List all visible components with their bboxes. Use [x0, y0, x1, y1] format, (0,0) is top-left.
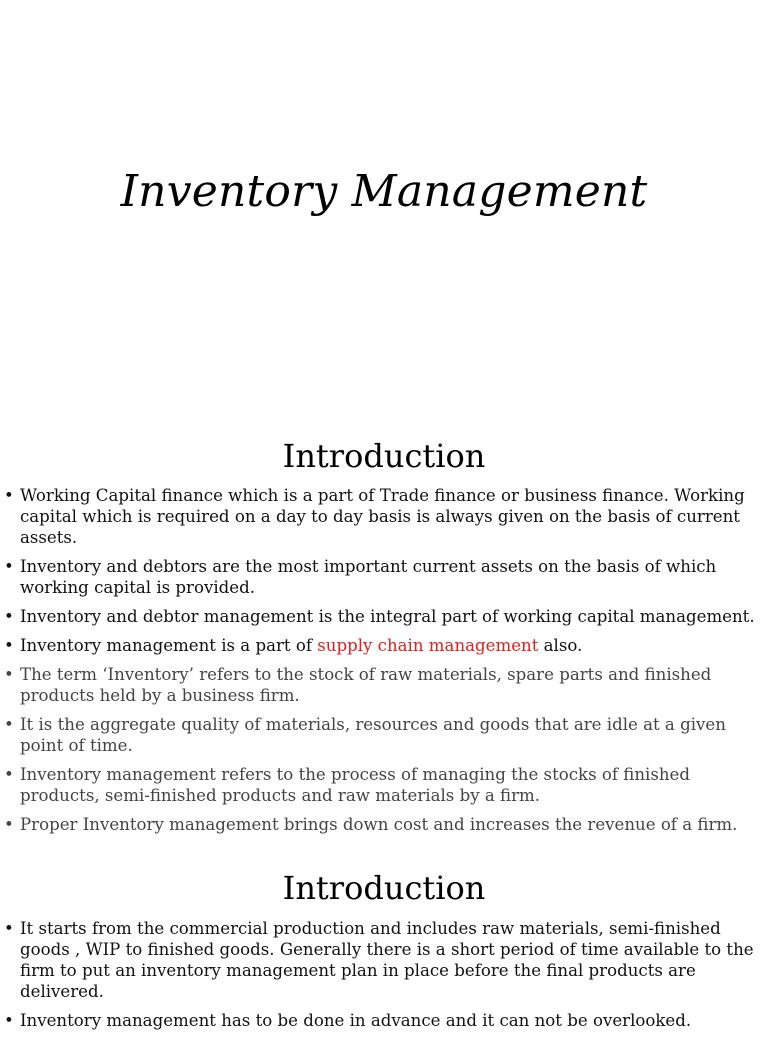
- list-item: • It is the aggregate quality of materials, resources and goods that are idle at a given point of time.: [4, 715, 726, 755]
- bullet-icon: •: [4, 607, 14, 626]
- bullet-icon: •: [4, 919, 14, 938]
- slide2-bullet-list: [0, 485, 762, 843]
- bullet-icon: •: [4, 715, 14, 734]
- list-item: • Inventory and debtors are the most important current assets on the basis of which working capital is provided.: [4, 557, 717, 597]
- bullet-icon: •: [4, 815, 14, 834]
- list-item: • Inventory management refers to the process of managing the stocks of finished products, semi-finished products and raw materials by a firm.: [4, 765, 690, 805]
- list-item: • It starts from the commercial production and includes raw materials, semi-finished goods , WIP to finished goods. Generally there is a short period of time available to the firm to put an inventory management plan in place before the final products are delivered.: [4, 919, 754, 1001]
- list-item: • Inventory management is a part of supply chain management also.: [4, 636, 583, 655]
- list-item: • The term ‘Inventory’ refers to the stock of raw materials, spare parts and finished products held by a business firm.: [4, 665, 712, 705]
- presentation-title: Inventory Management: [120, 166, 648, 217]
- bullet-icon: •: [4, 665, 14, 684]
- supply-chain-link[interactable]: supply chain management: [317, 636, 539, 655]
- list-item: • Inventory and debtor management is the integral part of working capital management.: [4, 607, 755, 626]
- title-slide: [0, 0, 768, 430]
- slide3-heading: Introduction: [282, 869, 486, 907]
- slide3-bullet-list: [0, 918, 762, 1039]
- list-item: • Inventory management has to be done in advance and it can not be overlooked.: [4, 1011, 692, 1030]
- bullet-icon: •: [4, 636, 14, 655]
- list-item: • Proper Inventory management brings down cost and increases the revenue of a firm.: [4, 815, 738, 834]
- bullet-icon: •: [4, 765, 14, 784]
- bullet-icon: •: [4, 1011, 14, 1030]
- bullet-icon: •: [4, 486, 14, 505]
- list-item: • Working Capital finance which is a part of Trade finance or business finance. Working capital which is required on a day to day basis is always given on the basis of current assets.: [4, 486, 745, 547]
- bullet-icon: •: [4, 557, 14, 576]
- slide2-heading: Introduction: [282, 437, 486, 475]
